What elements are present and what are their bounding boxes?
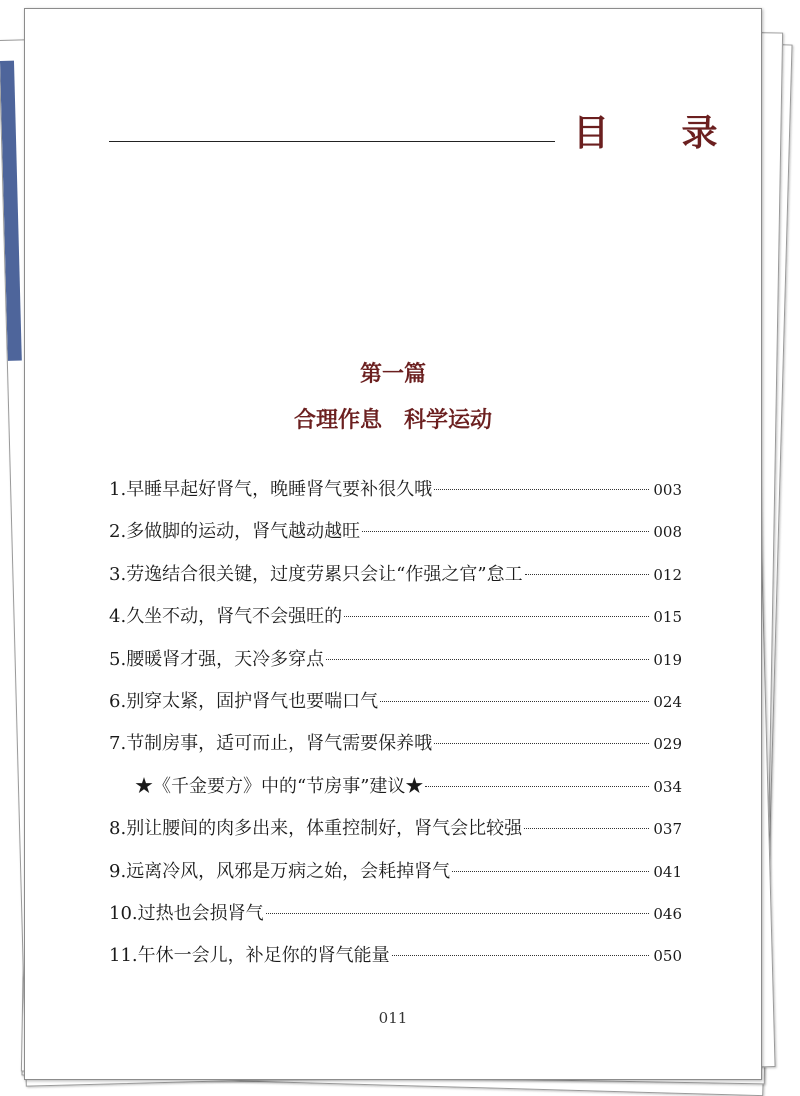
- toc-entry-title: 久坐不动，肾气不会强旺的: [126, 606, 343, 628]
- toc-leader-dots: [524, 828, 649, 829]
- toc-entry-number: 4.: [109, 606, 127, 628]
- toc-entry-number: 11.: [109, 945, 138, 967]
- toc-entry-title: 劳逸结合很关键，过度劳累只会让“作强之官”怠工: [126, 563, 523, 585]
- toc-leader-dots: [434, 489, 649, 490]
- toc-leader-dots: [452, 871, 649, 872]
- toc-entry[interactable]: [109, 602, 682, 644]
- toc-entry-page: 034: [653, 777, 682, 796]
- toc-entry-number: 1.: [109, 479, 127, 500]
- toc-entry-page: 008: [653, 523, 682, 542]
- toc-entry-page: 019: [653, 650, 682, 669]
- page-title: 目 录: [573, 112, 748, 154]
- toc-entry-page: 003: [653, 481, 682, 499]
- toc-entry-number: 9.: [109, 860, 127, 882]
- toc-entry-page: 050: [653, 947, 682, 966]
- toc-entry[interactable]: [109, 645, 682, 687]
- toc-entry[interactable]: [109, 772, 682, 814]
- part-title: 合理作息 科学运动: [293, 407, 492, 433]
- toc-entry-page: 015: [653, 608, 682, 627]
- toc-entry-title: 过热也会损肾气: [137, 902, 264, 924]
- toc-entry-page: 024: [653, 692, 682, 711]
- toc-entry-number: 5.: [109, 648, 127, 670]
- toc-entry-number: 6.: [109, 690, 127, 712]
- toc-entry-title: 腰暖肾才强，天冷多穿点: [126, 648, 325, 670]
- toc-entry-title: 多做脚的运动，肾气越动越旺: [126, 521, 361, 543]
- toc-leader-dots: [362, 531, 649, 532]
- part-label: 第一篇: [359, 361, 426, 387]
- toc-leader-dots: [525, 574, 650, 575]
- toc-leader-dots: [326, 659, 649, 660]
- toc-entry[interactable]: [109, 475, 682, 517]
- header-rule: [109, 141, 555, 142]
- toc-page: [24, 8, 762, 1080]
- toc-entry[interactable]: [109, 729, 682, 771]
- toc-entry-number: 10.: [109, 902, 138, 924]
- toc-leader-dots: [425, 786, 649, 787]
- toc-entry-page: 029: [653, 735, 682, 754]
- toc-entry-title: 午休一会儿，补足你的肾气能量: [137, 945, 390, 967]
- toc-entry[interactable]: [109, 941, 682, 983]
- toc-entry-title: 节制房事，适可而止，肾气需要保养哦: [126, 733, 433, 755]
- toc-entry-number: 7.: [109, 733, 127, 755]
- toc-entry-title: 别让腰间的肉多出来，体重控制好，肾气会比较强: [126, 818, 523, 840]
- toc-leader-dots: [434, 743, 649, 744]
- toc-entry-title: 远离冷风，风邪是万病之始，会耗掉肾气: [126, 860, 451, 882]
- page-number: 011: [378, 1009, 408, 1027]
- toc-entry-page: 046: [653, 904, 682, 923]
- toc-entry-number: 8.: [109, 818, 127, 840]
- toc-entry[interactable]: [109, 687, 682, 729]
- toc-leader-dots: [392, 955, 650, 956]
- toc-entry[interactable]: [109, 517, 682, 559]
- toc-list: [109, 475, 682, 984]
- toc-entry[interactable]: [109, 857, 682, 899]
- toc-entry-page: 012: [653, 565, 682, 584]
- toc-entry[interactable]: [109, 899, 682, 941]
- toc-entry-title: 别穿太紧，固护肾气也要喘口气: [126, 690, 379, 712]
- toc-leader-dots: [380, 701, 649, 702]
- toc-entry[interactable]: [109, 560, 682, 602]
- toc-entry-page: 037: [653, 820, 682, 839]
- toc-entry-page: 041: [653, 862, 682, 881]
- toc-entry-number: 2.: [109, 521, 127, 543]
- toc-leader-dots: [344, 616, 649, 617]
- blue-edge: [0, 61, 22, 361]
- toc-entry[interactable]: [109, 814, 682, 856]
- toc-entry-title: 早睡早起好肾气，晚睡肾气要补很久哦: [126, 479, 433, 500]
- toc-entry-number: 3.: [109, 563, 127, 585]
- toc-leader-dots: [266, 913, 650, 914]
- toc-entry-title: ★《千金要方》中的“节房事”建议★: [135, 775, 424, 797]
